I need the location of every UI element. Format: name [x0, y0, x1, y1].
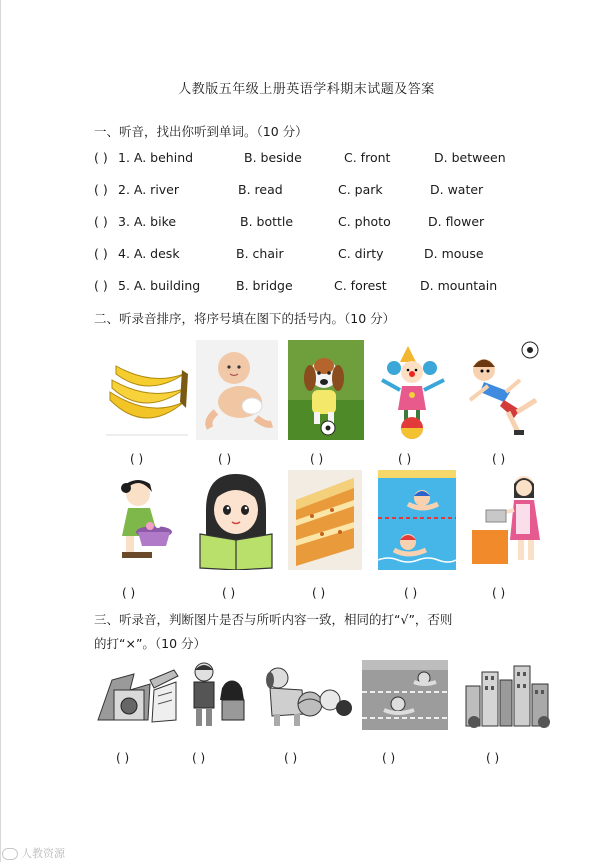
- option-d: D. mouse: [424, 246, 484, 261]
- option-a: 4. A. desk: [118, 246, 180, 261]
- answer-blank[interactable]: ( ): [122, 586, 136, 600]
- boy-and-girl-picture: [186, 660, 250, 730]
- answer-blank[interactable]: ( ): [492, 452, 506, 466]
- girl-washing-clothes-picture: [100, 470, 186, 570]
- answer-blank[interactable]: ( ): [94, 214, 108, 229]
- option-b: B. bridge: [236, 278, 293, 293]
- option-c: C. photo: [338, 214, 391, 229]
- option-c: C. forest: [334, 278, 387, 293]
- option-d: D. mountain: [420, 278, 498, 293]
- option-d: D. between: [434, 150, 506, 165]
- section3-heading-line2: 的打“×”。（10 分）: [94, 636, 207, 651]
- answer-blank[interactable]: ( ): [404, 586, 418, 600]
- answer-blank[interactable]: ( ): [116, 751, 130, 765]
- option-b: B. bottle: [240, 214, 294, 229]
- answer-blank[interactable]: ( ): [94, 246, 108, 261]
- bananas-picture: [100, 340, 190, 440]
- answer-blank[interactable]: ( ): [492, 586, 506, 600]
- baby-picture: [196, 340, 278, 440]
- answer-blank[interactable]: ( ): [310, 452, 324, 466]
- section3-heading-line1: 三、听录音，判断图片是否与所听内容一致，相同的打“√”，否则: [94, 612, 453, 627]
- answer-blank[interactable]: ( ): [94, 278, 108, 293]
- answer-blank[interactable]: ( ): [94, 182, 108, 197]
- question-1: [94, 150, 534, 168]
- girl-reading-book-picture: [196, 470, 276, 570]
- boy-kicking-ball-picture: [462, 340, 542, 440]
- section2-heading: 二、听录音排序，将序号填在图下的括号内。（10 分）: [94, 311, 396, 326]
- question-3: [94, 214, 534, 232]
- page-title: 人教版五年级上册英语学科期末试题及答案: [178, 82, 435, 97]
- watermark-logo-icon: [2, 848, 18, 860]
- section1-heading: 一、听音，找出你听到单词。（10 分）: [94, 124, 308, 139]
- answer-blank[interactable]: ( ): [284, 751, 298, 765]
- clown-on-ball-picture: [372, 340, 456, 440]
- watermark: [2, 845, 65, 861]
- cake-slice-picture: [288, 470, 362, 570]
- option-c: C. front: [344, 150, 391, 165]
- washing-machine-picture: [94, 660, 180, 730]
- answer-blank[interactable]: ( ): [192, 751, 206, 765]
- question-5: [94, 278, 534, 296]
- answer-blank[interactable]: ( ): [398, 452, 412, 466]
- answer-blank[interactable]: ( ): [222, 586, 236, 600]
- option-a: 1. A. behind: [118, 150, 194, 165]
- children-swimming-picture: [378, 470, 456, 570]
- option-a: 5. A. building: [118, 278, 201, 293]
- option-d: D. flower: [428, 214, 485, 229]
- option-a: 3. A. bike: [118, 214, 177, 229]
- option-b: B. beside: [244, 150, 302, 165]
- option-c: C. park: [338, 182, 383, 197]
- answer-blank[interactable]: ( ): [218, 452, 232, 466]
- girl-cooking-picture: [468, 470, 548, 570]
- city-buildings-picture: [464, 660, 550, 730]
- question-4: [94, 246, 534, 264]
- option-a: 2. A. river: [118, 182, 180, 197]
- swimming-pool-picture: [362, 660, 448, 730]
- answer-blank[interactable]: ( ): [382, 751, 396, 765]
- option-b: B. chair: [236, 246, 284, 261]
- option-b: B. read: [238, 182, 283, 197]
- dog-with-balls-picture: [262, 660, 352, 730]
- answer-blank[interactable]: ( ): [94, 150, 108, 165]
- question-2: [94, 182, 534, 200]
- answer-blank[interactable]: ( ): [486, 751, 500, 765]
- answer-blank[interactable]: ( ): [312, 586, 326, 600]
- answer-blank[interactable]: ( ): [130, 452, 144, 466]
- option-d: D. water: [430, 182, 484, 197]
- option-c: C. dirty: [338, 246, 384, 261]
- watermark-text: 人教资源: [21, 847, 65, 860]
- dog-with-ball-picture: [288, 340, 364, 440]
